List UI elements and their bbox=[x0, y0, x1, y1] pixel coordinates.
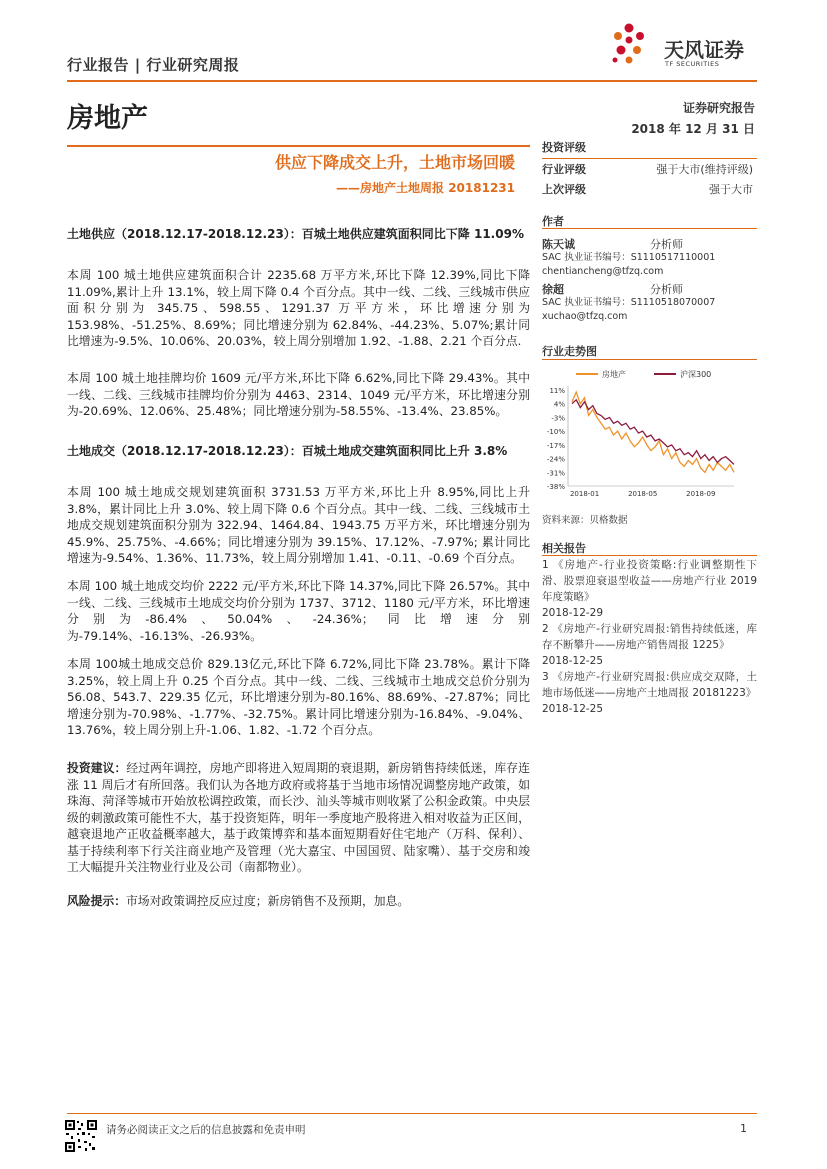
supply-paragraph-1: 本周 100 城土地供应建筑面积合计 2235.68 万平方米,环比下降 12.39%,同比下降 11.09%,累计上升 13.1%，较上周下降 0.4 个百分点。其中一线、二线、三线城市供应面积分别为 345.75、598.55、1291.37 万平方米，环比增速分别为 153.98%、-51.25%、8.69%；同比增速分别为 62.84%、-44.23%、5.07%;累计同比增速为-9.5%、10.06%、20.03%，较上周分别增加 1.92、-1.88、2.21 个百分点. bbox=[67, 268, 530, 348]
prev-rating-label: 上次评级 bbox=[542, 183, 586, 196]
prev-rating-value: 强于大市 bbox=[709, 183, 753, 196]
advice-label: 投资建议： bbox=[67, 761, 127, 775]
risk-text: 市场对政策调控反应过度；新房销售不及预期，加息。 bbox=[126, 894, 410, 908]
author-card bbox=[542, 281, 757, 324]
series-line bbox=[572, 400, 734, 465]
sector-title: 房地产 bbox=[67, 103, 148, 134]
related-report-item[interactable] bbox=[542, 557, 757, 621]
report-subtitle: ——房地产土地周报 20181231 bbox=[336, 181, 515, 195]
related-report-date: 2018-12-29 bbox=[542, 607, 604, 619]
deal-paragraph-3: 本周 100城土地成交总价 829.13亿元,环比下降 6.72%,同比下降 23.78%。累计下降 3.25%，较上周上升 0.25 个百分点。其中一线、二线、三线城市土地成交总价分别为 56.08、543.7、229.35 亿元，环比增速分别为-80.16%、88.69%、-27.87%；同比增速分别为-70.98%、-1.77%、-32.75%。累计同比增速分别为-16.84%、-9.04%、13.76%，较上周分别上升-1.06、1.82、-1.72 个百分点。 bbox=[67, 657, 530, 737]
legend-label: 房地产 bbox=[602, 370, 626, 379]
risk-warning bbox=[67, 893, 530, 910]
related-report-text[interactable]: 2 《房地产-行业研究周报:销售持续低迷，库存不断攀升——房地产销售周报 1225》 bbox=[542, 623, 757, 651]
y-tick-label: -24% bbox=[546, 455, 565, 464]
author-email[interactable]: chentiancheng@tfzq.com bbox=[542, 266, 664, 277]
x-tick-label: 2018-01 bbox=[569, 490, 600, 498]
y-tick-label: -10% bbox=[546, 428, 565, 437]
author-role: 分析师 bbox=[650, 283, 683, 296]
trend-title: 行业走势图 bbox=[542, 345, 597, 358]
related-report-item[interactable] bbox=[542, 621, 757, 669]
industry-rating-label: 行业评级 bbox=[542, 163, 586, 176]
trend-divider bbox=[542, 359, 757, 360]
logo-flower-icon bbox=[613, 24, 645, 64]
related-divider bbox=[542, 555, 757, 556]
industry-rating-value: 强于大市(维持评级) bbox=[656, 163, 753, 176]
authors-divider bbox=[542, 228, 757, 229]
advice-text: 经过两年调控，房地产即将进入短周期的衰退期，新房销售持续低迷，库存连涨 11 周后才有所回落。我们认为各地方政府或将基于当地市场情况调整房地产政策，如珠海、菏泽等城市开始放松调控政策，而长沙、汕头等城市则收紧了公积金政策。中央层级的刺激政策可能性不大，基于投资矩阵，明年一季度地产股将进入相对收益为正区间，越衰退地产正收益概率越大，基于政策博弈和基本面短期看好住宅地产（万科、保利）、基于持续利率下行关注商业地产及管理（光大嘉宝、中国国贸、陆家嘴）、基于交房和竣工大幅提升关注物业行业及公司（南都物业）。 bbox=[67, 761, 530, 874]
header-divider bbox=[67, 80, 757, 82]
deal-heading: 土地成交（2018.12.17-2018.12.23）：百城土地成交建筑面积同比上升 3.8% bbox=[67, 444, 508, 458]
rating-title: 投资评级 bbox=[542, 141, 586, 154]
x-tick-label: 2018-05 bbox=[628, 490, 658, 498]
y-tick-label: -38% bbox=[546, 483, 565, 491]
y-tick-label: 11% bbox=[549, 387, 565, 395]
report-date: 2018 年 12 月 31 日 bbox=[631, 122, 755, 136]
related-title: 相关报告 bbox=[542, 542, 586, 555]
author-card bbox=[542, 236, 757, 279]
footer-divider bbox=[67, 1113, 757, 1114]
prev-rating-row bbox=[542, 179, 757, 199]
related-reports-list bbox=[542, 557, 757, 717]
author-cert: SAC 执业证书编号：S1110517110001 bbox=[542, 252, 716, 263]
related-report-date: 2018-12-25 bbox=[542, 655, 604, 667]
y-tick-label: -17% bbox=[546, 441, 565, 450]
author-name: 徐超 bbox=[542, 283, 564, 296]
risk-label: 风险提示： bbox=[67, 894, 126, 908]
author-name: 陈天诚 bbox=[542, 238, 575, 251]
x-tick-label: 2018-09 bbox=[686, 490, 716, 498]
legend-label: 沪深300 bbox=[680, 370, 712, 379]
author-email[interactable]: xuchao@tfzq.com bbox=[542, 311, 628, 322]
breadcrumb: 行业报告 | 行业研究周报 bbox=[67, 56, 240, 74]
y-tick-label: 4% bbox=[553, 400, 565, 409]
authors-title: 作者 bbox=[542, 215, 564, 228]
page-number: 1 bbox=[740, 1122, 747, 1135]
supply-paragraph-2: 本周 100 城土地挂牌均价 1609 元/平方米,环比下降 6.62%,同比下降 29.43%。其中一线、二线、三线城市挂牌均价分别为 4463、2314、1049 元/平方米，环比增速分别为-20.69%、12.06%、25.48%；同比增速分别为-58.55%、-13.4%、23.85%。 bbox=[67, 371, 530, 418]
industry-trend-chart bbox=[540, 364, 757, 504]
author-cert: SAC 执业证书编号：S1110518070007 bbox=[542, 297, 716, 308]
deal-paragraph-1: 本周 100 城土地成交规划建筑面积 3731.53 万平方米,环比上升 8.95%,同比上升 3.8%，累计同比上升 3.0%、较上周下降 0.6 个百分点。其中一线、二线、三线城市土地成交规划建筑面积分别为 322.94、1464.84、1943.75 万平方米，环比增速分别为 45.9%、25.75%、-4.66%；同比增速分别为 39.15%、17.12%、-7.97%; 累计同比增速为-9.54%、1.36%、11.73%，较上周分别增加 1.41、-0.11、-0.69 个百分点。 bbox=[67, 485, 530, 565]
related-report-item[interactable] bbox=[542, 669, 757, 717]
qr-code-icon bbox=[64, 1119, 98, 1153]
related-report-text[interactable]: 3 《房地产-行业研究周报:供应成交双降，土地市场低迷——房地产土地周报 20181223》 bbox=[542, 671, 757, 699]
deal-paragraph-2: 本周 100 城土地成交均价 2222 元/平方米,环比下降 14.37%,同比下降 26.57%。其中一线、二线、三线城市土地成交均价分别为 1737、3712、1180 元/平方米，环比增速分别为-86.4%、50.04%、-24.36%；同比增速分别为-79.14%、-16.13%、-26.93%。 bbox=[67, 579, 530, 643]
related-report-text[interactable]: 1 《房地产-行业投资策略:行业调整期性下滑、股票迎衰退型收益——房地产行业 2019 年度策略》 bbox=[542, 559, 757, 603]
y-tick-label: -31% bbox=[546, 469, 565, 478]
report-title: 供应下降成交上升，土地市场回暖 bbox=[274, 153, 515, 172]
footer-notice: 请务必阅读正文之后的信息披露和免责申明 bbox=[106, 1124, 306, 1136]
report-type: 证券研究报告 bbox=[682, 101, 755, 115]
investment-advice bbox=[67, 760, 530, 876]
author-role: 分析师 bbox=[650, 238, 683, 251]
logo-subtitle: TF SECURITIES bbox=[665, 60, 720, 68]
related-report-date: 2018-12-25 bbox=[542, 703, 604, 715]
y-tick-label: -3% bbox=[551, 414, 565, 423]
logo-text: 天风证券 bbox=[664, 38, 744, 62]
rating-block bbox=[542, 139, 757, 199]
title-divider bbox=[67, 145, 530, 147]
industry-rating-row bbox=[542, 159, 757, 179]
supply-heading: 土地供应（2018.12.17-2018.12.23）：百城土地供应建筑面积同比下降 11.09% bbox=[67, 227, 524, 241]
chart-source: 资料来源：贝格数据 bbox=[542, 515, 628, 526]
